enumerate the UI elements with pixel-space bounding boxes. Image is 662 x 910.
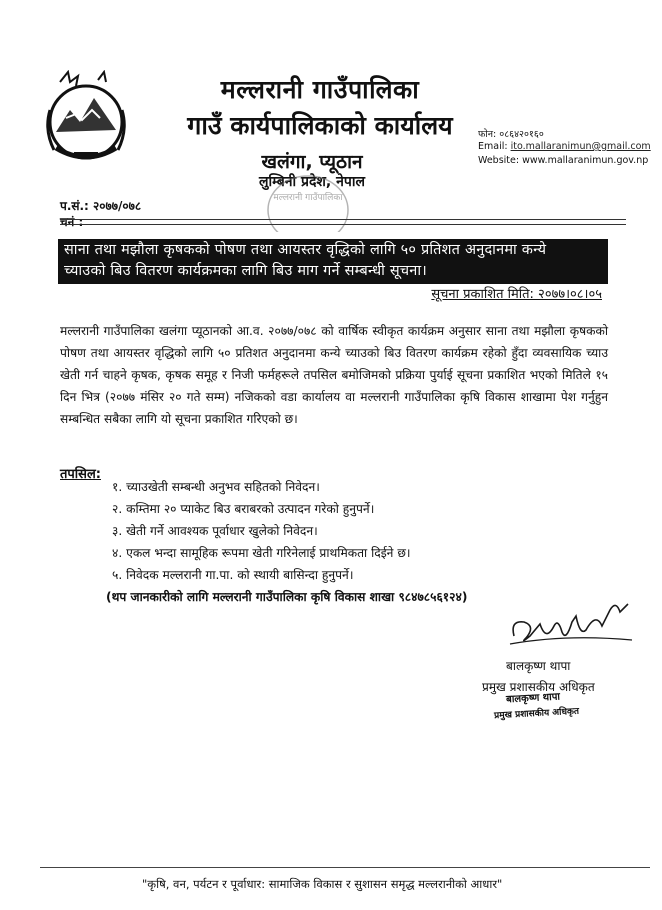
website-link[interactable]: www.mallaranimun.gov.np [522,155,649,166]
seal-text: मल्लरानी गाउँपालिका [273,193,343,203]
footer-slogan: "कृषि, वन, पर्यटन र पूर्वाधार: सामाजिक विकास र सुशासन समृद्ध मल्लरानीको आधार" [142,877,503,891]
header-divider [60,219,626,220]
list-item: ५. निवेदक मल्लरानी गा.पा. को स्थायी बासिन्दा हुनुपर्ने। [112,568,354,582]
list-item: ४. एकल भन्दा सामूहिक रूपमा खेती गरिनेलाई प्राथमिकता दिईने छ। [112,546,411,560]
notice-title-line2: च्याउको बिउ वितरण कार्यक्रमका लागि बिउ माग गर्ने सम्बन्धी सूचना। [64,263,427,279]
office-seal [262,170,354,232]
signature-icon [506,596,636,656]
website-line [478,155,648,166]
dispatch-number: चनं : [60,215,84,229]
stamp-name: बालकृष्ण थापा [505,691,561,706]
email-line [478,141,651,152]
website-label: Website: [478,155,520,166]
org-name: मल्लरानी गाउँपालिका [220,75,420,104]
list-item: २. कम्तिमा २० प्याकेट बिउ बराबरको उत्पादन गरेको हुनुपर्ने। [112,502,375,516]
phone-label: फोन: [478,129,497,140]
extra-info: (थप जानकारीको लागि मल्लरानी गाउँपालिका कृषि विकास शाखा ९८४७८५६१२४) [106,590,468,604]
reference-number: प.सं.: २०७७/०७८ [60,199,142,213]
office-name: गाउँ कार्यपालिकाको कार्यालय [187,111,453,140]
phone-number: ०८६४२०१६० [499,129,544,140]
footer-divider [40,867,650,868]
notice-title-line1: साना तथा मझौला कृषकको पोषण तथा आयस्तर वृद्धिको लागि ५० प्रतिशत अनुदानमा कन्ये [64,242,547,258]
nepal-emblem-icon [40,70,132,170]
email-link[interactable]: ito.mallaranimun@gmail.com [510,141,651,152]
stamp-title: प्रमुख प्रशासकीय अधिकृत [493,706,580,722]
location-line2: लुम्बिनी प्रदेश, नेपाल [259,174,365,190]
requirements-list [112,476,582,586]
header-divider-2 [60,224,626,225]
signatory-name: बालकृष्ण थापा [506,659,571,673]
notice-body: मल्लरानी गाउँपालिका खलंगा प्यूठानको आ.व. २०७७/०७८ को वार्षिक स्वीकृत कार्यक्रम अनुसार साना तथा मझौला कृषकको पोषण तथा आयस्तर वृद्धिको लागि ५० प्रतिशत अनुदानमा कन्ये च्याउको बिउ वितरण कार्यक्रम रहेको हुँदा व्यवसायिक च्याउ खेती गर्न चाहने कृषक, कृषक समूह र निजी फर्महरूले तपसिल बमोजिमको प्रक्रिया पुर्याई सूचना प्रकाशित भएको मितिले १५ दिन भित्र (२०७७ मंसिर २० गते सम्म) नजिकको वडा कार्यालय वा मल्लरानी गाउँपालिका कृषि विकास शाखामा पेश गर्नुहुन सम्बन्धित सबैका लागि यो सूचना प्रकाशित गरिएको छ। [60,324,608,426]
list-item: ३. खेती गर्ने आवश्यक पूर्वाधार खुलेको निवेदन। [112,524,318,538]
published-date: सूचना प्रकाशित मिति: २०७७।०८।०५ [431,287,602,302]
location-line1: खलंगा, प्यूठान [261,151,363,173]
list-item: १. च्याउखेती सम्बन्धी अनुभव सहितको निवेदन। [112,480,320,494]
email-label: Email: [478,141,508,152]
phone-line [478,127,544,140]
signatory-title: प्रमुख प्रशासकीय अधिकृत [482,680,595,694]
notice-title [58,239,608,284]
details-heading: तपसिल: [60,467,101,482]
